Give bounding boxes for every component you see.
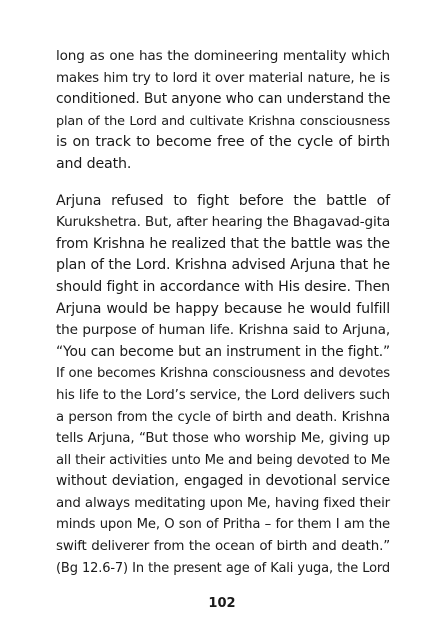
page-number: 102	[208, 596, 236, 611]
text-line: a person from the cycle of birth and death. Krishna	[56, 409, 390, 425]
paragraph-2	[56, 191, 390, 580]
text-line: is on track to become free of the cycle of birth	[56, 134, 390, 151]
text-line: and always meditating upon Me, having fixed their	[56, 495, 390, 511]
text-line: Arjuna refused to fight before the battle of	[56, 192, 390, 209]
text-line: from Krishna he realized that the battle was the	[56, 235, 390, 252]
text-line: without deviation, engaged in devotional service	[56, 473, 390, 490]
text-line: minds upon Me, O son of Pritha – for them I am the	[56, 517, 390, 533]
text-line: makes him try to lord it over material nature, he is	[56, 70, 390, 86]
text-line: swift deliverer from the ocean of birth and death.”	[56, 539, 390, 555]
text-line: plan of the Lord. Krishna advised Arjuna that he	[56, 257, 390, 274]
text-line: “You can become but an instrument in the fight.”	[56, 343, 390, 360]
text-line: plan of the Lord and cultivate Krishna consciousness	[56, 113, 390, 129]
text-line: Arjuna would be happy because he would fulfill	[56, 300, 390, 317]
text-line: all their activities unto Me and being devoted to Me	[56, 452, 390, 468]
text-line: should fight in accordance with His desire. Then	[56, 278, 390, 295]
text-line: the purpose of human life. Krishna said to Arjuna,	[56, 322, 390, 339]
text-line: conditioned. But anyone who can understand the	[56, 91, 391, 108]
page-body	[56, 46, 390, 579]
text-line: tells Arjuna, “But those who worship Me, giving up	[56, 431, 390, 447]
text-line: and death.	[56, 155, 132, 172]
text-line: (Bg 12.6-7) In the present age of Kali yuga, the Lord	[56, 560, 390, 576]
text-line: If one becomes Krishna consciousness and devotes	[56, 366, 390, 382]
paragraph-1	[56, 46, 390, 176]
text-line: his life to the Lord’s service, the Lord delivers such	[56, 387, 390, 403]
text-line: Kurukshetra. But, after hearing the Bhagavad-gita	[56, 214, 391, 231]
text-line: long as one has the domineering mentality which	[56, 48, 390, 64]
